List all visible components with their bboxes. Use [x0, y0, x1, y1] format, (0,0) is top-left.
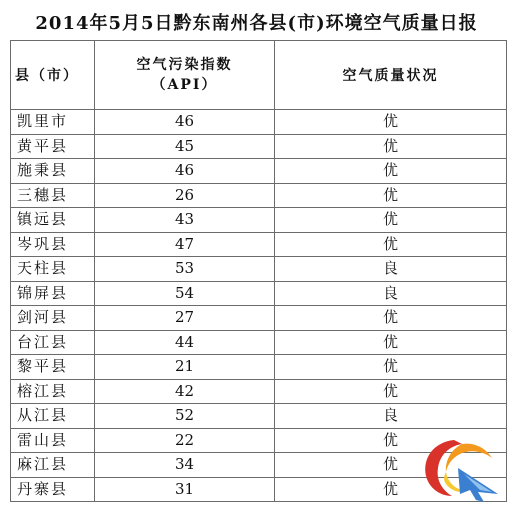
quality-cell: 良	[275, 257, 507, 282]
quality-cell: 优	[275, 110, 507, 135]
api-cell: 52	[95, 404, 275, 429]
county-cell: 黄平县	[11, 134, 95, 159]
api-cell: 43	[95, 208, 275, 233]
api-cell: 42	[95, 379, 275, 404]
table-row	[11, 208, 507, 233]
api-cell: 31	[95, 477, 275, 502]
api-column-header	[95, 41, 275, 110]
county-cell: 麻江县	[11, 453, 95, 478]
table-row	[11, 134, 507, 159]
quality-cell: 优	[275, 379, 507, 404]
api-cell: 53	[95, 257, 275, 282]
county-cell: 三穗县	[11, 183, 95, 208]
table-row	[11, 257, 507, 282]
county-cell: 天柱县	[11, 257, 95, 282]
county-cell: 丹寨县	[11, 477, 95, 502]
table-row	[11, 330, 507, 355]
quality-cell: 良	[275, 404, 507, 429]
api-cell: 44	[95, 330, 275, 355]
api-cell: 27	[95, 306, 275, 331]
logo-orange-arc	[446, 444, 492, 472]
api-header-line-2: （API）	[151, 77, 218, 93]
quality-cell: 优	[275, 183, 507, 208]
api-cell: 54	[95, 281, 275, 306]
county-cell: 黎平县	[11, 355, 95, 380]
api-cell: 46	[95, 159, 275, 184]
api-cell: 45	[95, 134, 275, 159]
quality-cell: 优	[275, 428, 507, 453]
api-cell: 21	[95, 355, 275, 380]
table-row	[11, 232, 507, 257]
report-title: 2014年5月5日黔东南州各县(市)环境空气质量日报	[35, 13, 478, 34]
quality-cell: 优	[275, 232, 507, 257]
county-cell: 台江县	[11, 330, 95, 355]
quality-cell: 优	[275, 306, 507, 331]
table-row	[11, 379, 507, 404]
api-header-line-1: 空气污染指数	[136, 57, 233, 73]
quality-cell: 优	[275, 477, 507, 502]
table-row	[11, 281, 507, 306]
county-cell: 岑巩县	[11, 232, 95, 257]
quality-cell: 良	[275, 281, 507, 306]
county-cell: 施秉县	[11, 159, 95, 184]
quality-cell: 优	[275, 453, 507, 478]
quality-cell: 优	[275, 330, 507, 355]
api-cell: 22	[95, 428, 275, 453]
county-cell: 剑河县	[11, 306, 95, 331]
county-column-header: 县（市）	[11, 41, 95, 110]
table-row	[11, 183, 507, 208]
table-row	[11, 159, 507, 184]
quality-column-header: 空气质量状况	[275, 41, 507, 110]
county-cell: 榕江县	[11, 379, 95, 404]
quality-cell: 优	[275, 355, 507, 380]
api-cell: 26	[95, 183, 275, 208]
county-cell: 锦屏县	[11, 281, 95, 306]
table-header-row	[11, 41, 507, 110]
table-row	[11, 404, 507, 429]
quality-cell: 优	[275, 134, 507, 159]
api-cell: 46	[95, 110, 275, 135]
quality-cell: 优	[275, 159, 507, 184]
table-row	[11, 355, 507, 380]
county-cell: 雷山县	[11, 428, 95, 453]
county-cell: 凯里市	[11, 110, 95, 135]
county-cell: 镇远县	[11, 208, 95, 233]
swirl-logo-icon	[418, 432, 502, 504]
api-cell: 47	[95, 232, 275, 257]
table-row	[11, 110, 507, 135]
api-cell: 34	[95, 453, 275, 478]
table-row	[11, 306, 507, 331]
quality-cell: 优	[275, 208, 507, 233]
county-cell: 从江县	[11, 404, 95, 429]
